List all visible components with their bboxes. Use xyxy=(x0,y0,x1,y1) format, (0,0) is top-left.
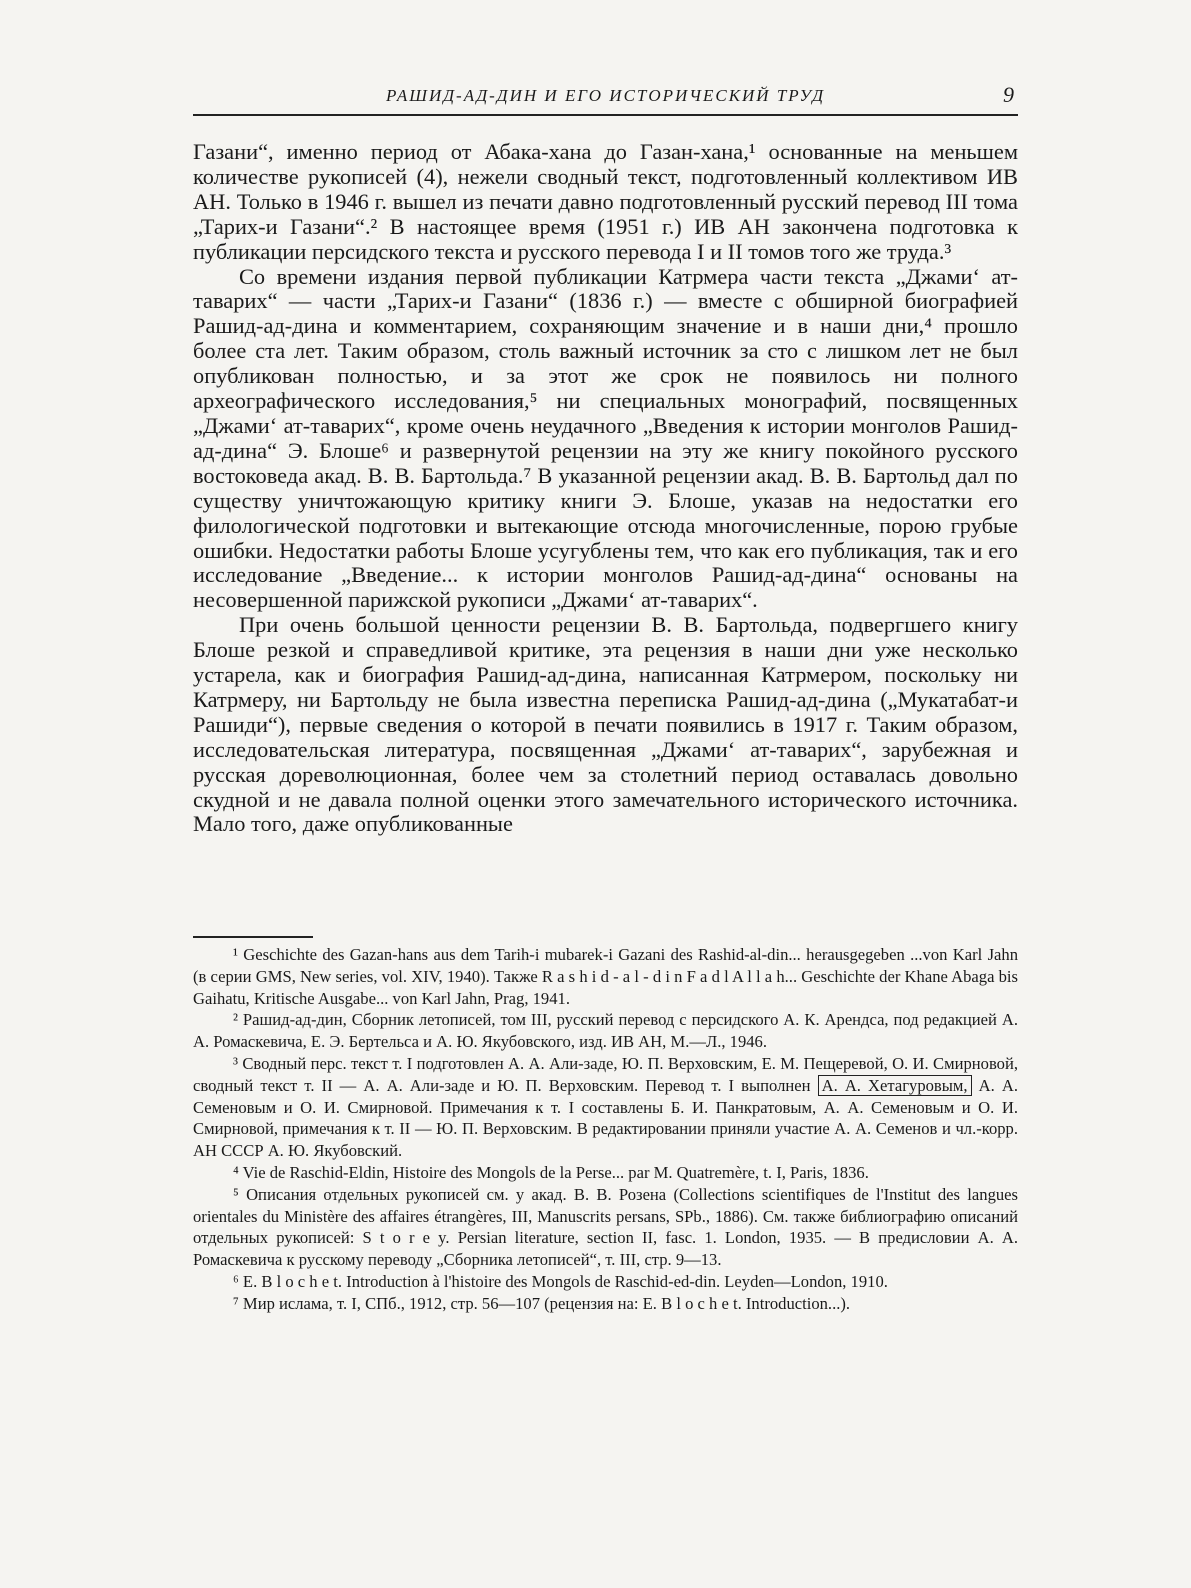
footnote-3-start: ³ Сводный перс. текст т. I подготовлен А. А. Али-заде, Ю. П. Верховским, Е. М. Пещеревой, О. И. Смирновой, сводный текст т. II — А. А. Али-заде и Ю. П. Верховским. Перевод т. I выполнен xyxy=(193,1053,1018,1095)
running-head: РАШИД-АД-ДИН И ЕГО ИСТОРИЧЕСКИЙ ТРУД xyxy=(385,86,826,105)
page-number: 9 xyxy=(1003,82,1014,107)
footnote-6: ⁶ E. B l o c h e t. Introduction à l'histoire des Mongols de Raschid-ed-din. Leyden—London, 1910. xyxy=(233,1271,888,1291)
footnote-4: ⁴ Vie de Raschid-Eldin, Histoire des Mongols de la Perse... par M. Quatremère, t. I, Paris, 1836. xyxy=(233,1162,869,1182)
boxed-name: А. А. Хетагуровым, xyxy=(818,1075,972,1096)
main-text xyxy=(193,140,1018,837)
footnote-7: ⁷ Мир ислама, т. I, СПб., 1912, стр. 56—107 (рецензия на: E. B l o c h e t. Introduction...). xyxy=(233,1293,851,1313)
footnote-5: ⁵ Описания отдельных рукописей см. у акад. В. В. Розена (Collections scientifiques de l'Institut des langues orientales du Ministère des affaires étrangères, III, Manuscrits persans, SPb., 1886). См. также библиографию описаний отдельных рукописей: S t o r e y. Persian literature, section II, fasc. 1. London, 1935. — В предисловии А. А. Ромаскевича к русскому переводу „Сборника летописей“, т. III, стр. 9—13. xyxy=(193,1184,1018,1270)
footnote-2: ² Рашид-ад-дин, Сборник летописей, том III, русский перевод с персидского А. К. Арендса, под редакцией А. А. Ромаскевича, Е. Э. Бертельса и А. Ю. Якубовского, изд. ИВ АН, М.—Л., 1946. xyxy=(193,1010,1018,1052)
footnotes xyxy=(193,944,1018,1315)
footnote-separator xyxy=(193,936,313,938)
paragraph-2: Со времени издания первой публикации Катрмера части текста „Джами‘ ат-таварих“ — части „Тарих-и Газани“ (1836 г.) — вместе с обширной биографией Рашид-ад-дина и комментарием, сохраняющим значение и в наши дни,⁴ прошло более ста лет. Таким образом, столь важный источник за сто с лишком лет не был опубликован полностью, и за этот же срок не появилось ни полного археографического исследования,⁵ ни специальных монографий, посвященных „Джами‘ ат-таварих“, кроме очень неудачного „Введения к истории монголов Рашид-ад-дина“ Э. Блоше⁶ и развернутой рецензии на эту же книгу покойного русского востоковеда акад. В. В. Бартольда.⁷ В указанной рецензии акад. В. В. Бартольд дал по существу уничтожающую критику книги Э. Блоше, указав на недостатки его филологической подготовки и вытекающие отсюда многочисленные, порою грубые ошибки. Недостатки работы Блоше усугублены тем, что как его публикация, так и его исследование „Введение... к истории монголов Рашид-ад-дина“ основаны на несовершенной парижской рукописи „Джами‘ ат-таварих“. xyxy=(193,263,1018,613)
paragraph-1: Газани“, именно период от Абака-хана до Газан-хана,¹ основанные на меньшем количестве рукописей (4), нежели сводный текст, подготовленный коллективом ИВ АН. Только в 1946 г. вышел из печати давно подготовленный русский перевод III тома „Тарих-и Газани“.² В настоящее время (1951 г.) ИВ АН закончена подготовка к публикации персидского текста и русского перевода I и II томов того же труда.³ xyxy=(193,139,1018,264)
footnote-3-end: А. А. Семеновым и О. И. Смирновой. Примечания к т. I составлены Б. И. Панкратовым, А. А. Семеновым и О. И. Смирновой, примечания к т. II — Ю. П. Верховским. В редактировании приняли участие А. А. Семенов и чл.-корр. АН СССР А. Ю. Якубовский. xyxy=(193,1075,1018,1161)
page-header xyxy=(193,84,1018,116)
footnote-3 xyxy=(193,1053,1018,1162)
footnote-1: ¹ Geschichte des Gazan-hans aus dem Tarih-i mubarek-i Gazani des Rashid-al-din... herausgegeben ...von Karl Jahn (в серии GMS, New series, vol. XIV, 1940). Также R a s h i d - a l - d i n F a d l A l l a h... Geschichte der Khane Abaga bis Gaihatu, Kritische Ausgabe... von Karl Jahn, Prag, 1941. xyxy=(193,945,1018,1008)
paragraph-3: При очень большой ценности рецензии В. В. Бартольда, подвергшего книгу Блоше резкой и справедливой критике, эта рецензия в наши дни уже несколько устарела, как и биография Рашид-ад-дина, написанная Катрмером, поскольку ни Катрмеру, ни Бартольду не была известна переписка Рашид-ад-дина („Мукатабат-и Рашиди“), первые сведения о которой в печати появились в 1917 г. Таким образом, исследовательская литература, посвященная „Джами‘ ат-таварих“, зарубежная и русская дореволюционная, более чем за столетний период оставалась довольно скудной и не давала полной оценки этого замечательного исторического источника. Мало того, даже опубликованные xyxy=(193,612,1018,837)
